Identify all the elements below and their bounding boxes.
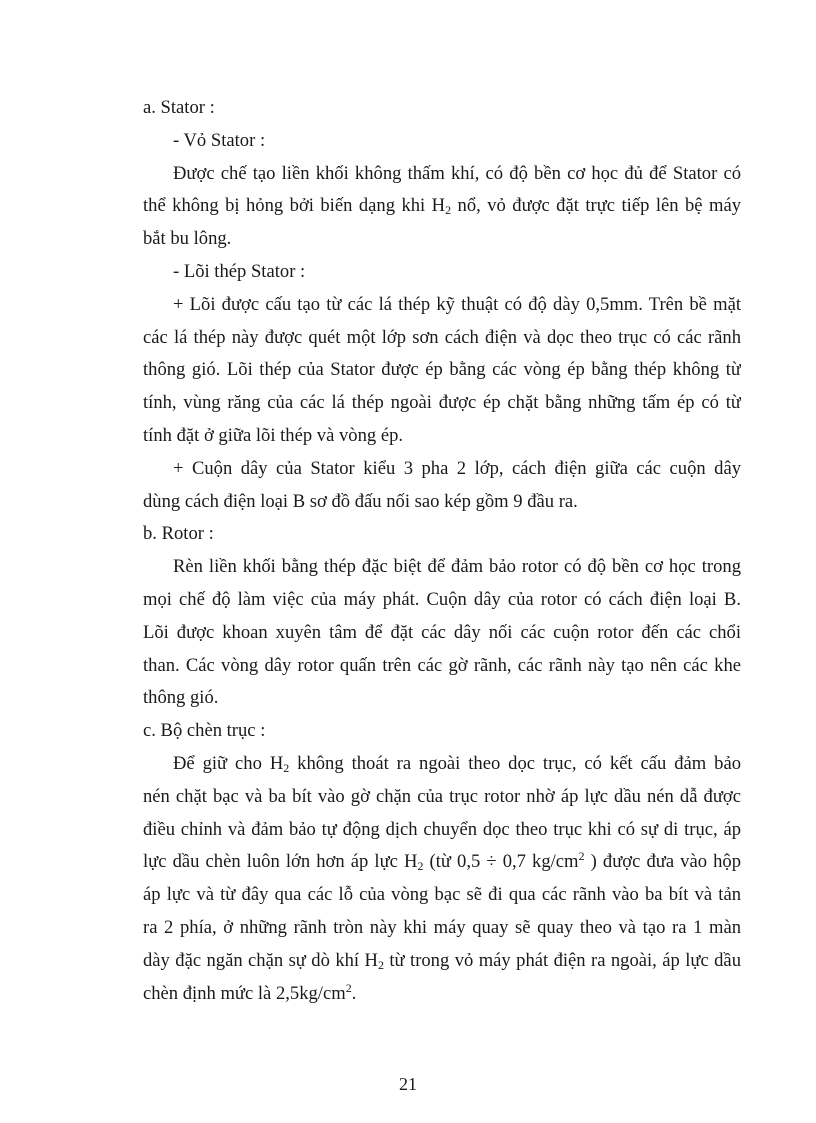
text-line: than. Các vòng dây rotor quấn trên các gờ rãnh, các rãnh này tạo nên các khe	[143, 654, 741, 676]
text-line: nén chặt bạc và ba bít vào gờ chặn của trục rotor nhờ áp lực dầu nén dẫ được	[143, 785, 741, 807]
text-line: tính, vùng răng của các lá thép ngoài được ép chặt bằng những tấm ép có từ	[143, 392, 741, 414]
text-line: bắt bu lông.	[143, 228, 232, 250]
text-line: mọi chế độ làm việc của máy phát. Cuộn dây của rotor có cách điện loại B.	[143, 588, 741, 610]
text-line: dày đặc ngăn chặn sự dò khí $H_2$ từ trong vỏ máy phát điện ra ngoài, áp lực dầu	[143, 949, 741, 972]
heading-bo-chen-truc: c. Bộ chèn trục :	[143, 720, 266, 742]
text-line: tính đặt ở giữa lõi thép và vòng ép.	[143, 424, 404, 446]
text-line: dùng cách điện loại B sơ đồ đấu nối sao kép gồm 9 đầu ra.	[143, 490, 578, 512]
heading-rotor: b. Rotor :	[143, 523, 214, 545]
subheading-vo-stator: - Vỏ Stator :	[173, 129, 266, 151]
page-body	[143, 92, 741, 1010]
text-line: + Lõi được cấu tạo từ các lá thép kỹ thuật có độ dày 0,5mm. Trên bề mặt	[173, 293, 741, 315]
text-line: lực dầu chèn luôn lớn hơn áp lực $H_2$ (từ 0,5 ÷ 0,7 $kg/cm^2$ ) được đưa vào hộp	[143, 849, 741, 874]
text-line: Được chế tạo liền khối không thấm khí, có độ bền cơ học đủ để Stator có	[173, 162, 741, 184]
text-line: điều chỉnh và đảm bảo tự động dịch chuyển dọc theo trục khi có sự di trục, áp	[143, 818, 741, 840]
text-line: Lõi được khoan xuyên tâm để đặt các dây nối các cuộn rotor đến các chổi	[143, 621, 741, 643]
text-line: thông gió.	[143, 687, 219, 709]
heading-stator: a. Stator :	[143, 97, 215, 118]
text-line: chèn định mức là $2,5kg/cm^2$.	[143, 980, 357, 1004]
text-line: Rèn liền khối bằng thép đặc biệt để đảm bảo rotor có độ bền cơ học trong	[173, 556, 741, 578]
text-line: áp lực và từ đây qua các lỗ của vòng bạc sẽ đi qua các rãnh vào ba bít và tản	[143, 884, 741, 906]
text-line: các lá thép này được quét một lớp sơn cách điện và dọc theo trục có các rãnh	[143, 326, 741, 348]
subheading-loi-thep: - Lõi thép Stator :	[173, 260, 306, 282]
text-line: + Cuộn dây của Stator kiểu 3 pha 2 lớp, cách điện giữa các cuộn dây	[173, 457, 741, 479]
text-line: thông gió. Lõi thép của Stator được ép bằng các vòng ép bằng thép không từ	[143, 359, 741, 381]
text-line: Để giữ cho $H_2$ không thoát ra ngoài theo dọc trục, có kết cấu đảm bảo	[173, 752, 741, 775]
text-line: ra 2 phía, ở những rãnh tròn này khi máy quay sẽ quay theo và tạo ra 1 màn	[143, 916, 741, 938]
text-line: thể không bị hỏng bởi biến dạng khi $H_2$ nổ, vỏ được đặt trực tiếp lên bệ máy	[143, 195, 741, 218]
page-number: 21	[399, 1074, 417, 1094]
